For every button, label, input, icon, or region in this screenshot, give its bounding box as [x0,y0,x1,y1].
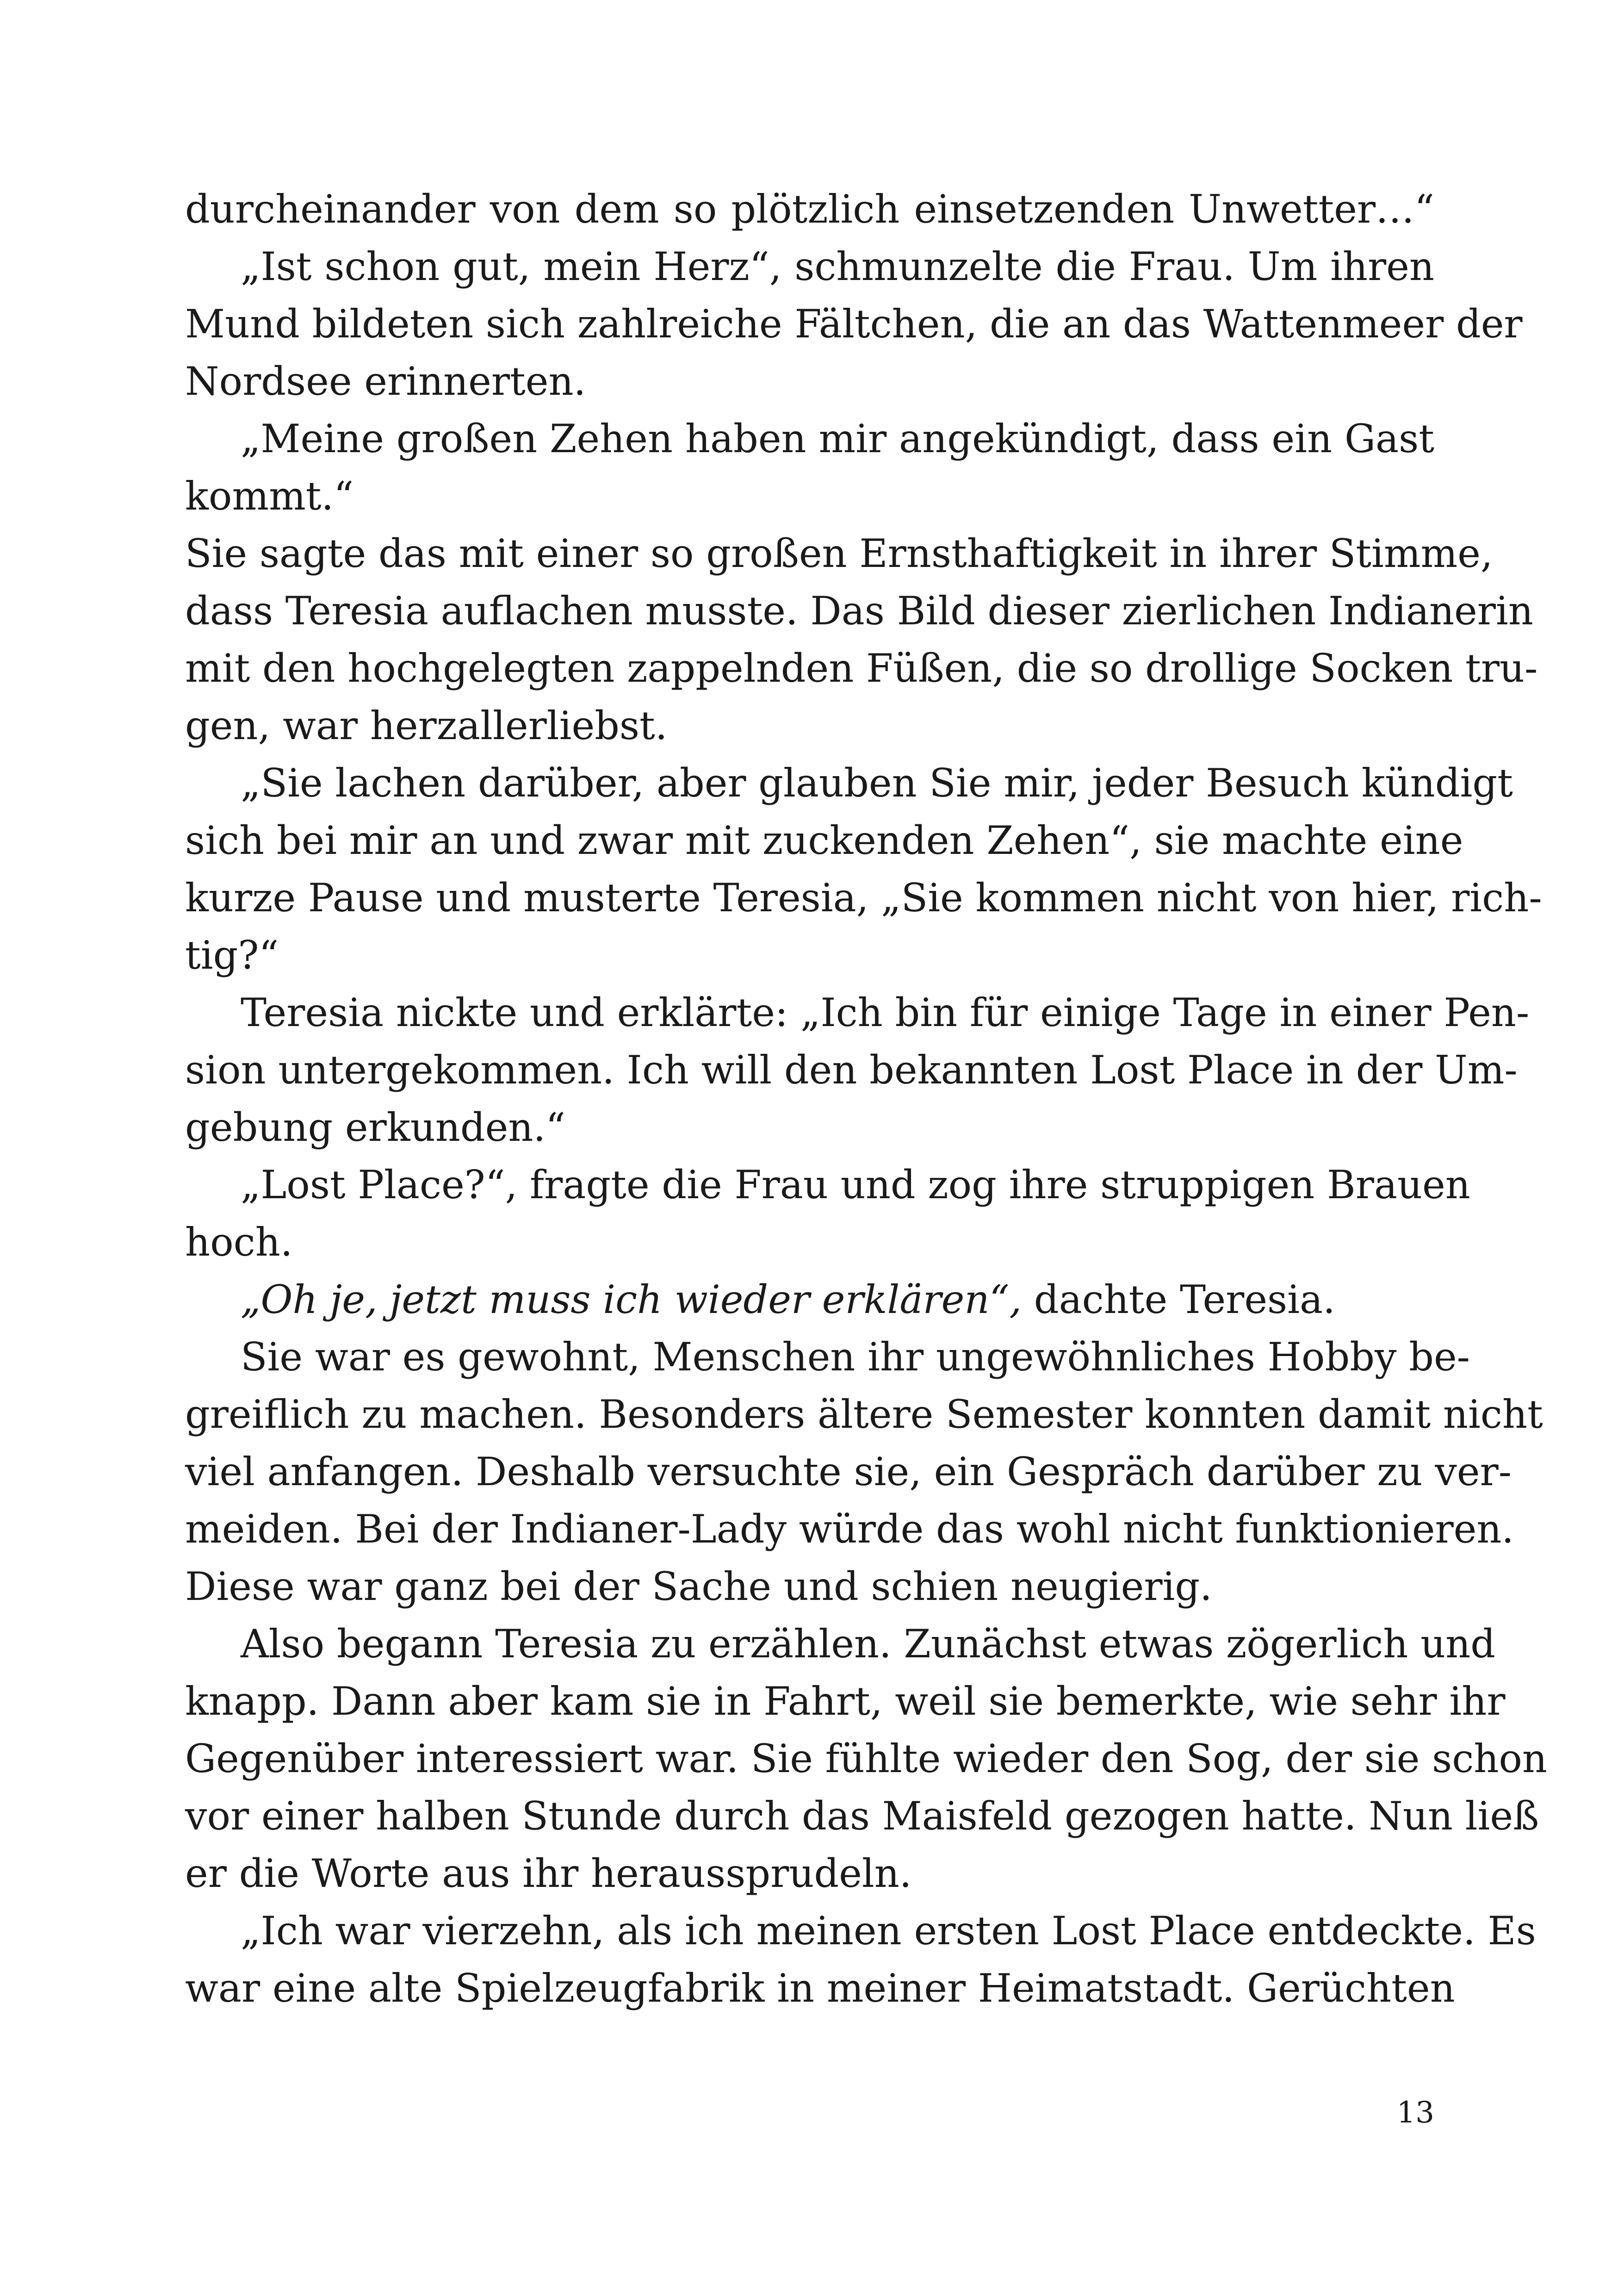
text-line: war eine alte Spielzeugfabrik in meiner Heimatstadt. Gerüchten [185,1966,1455,2011]
text-line: er die Worte aus ihr heraussprudeln. [185,1851,912,1896]
text-line: dass Teresia auflachen musste. Das Bild dieser zierlichen Indianerin [185,588,1533,634]
text-line: „Lost Place?“, fragte die Frau und zog ihre struppigen Brauen [241,1162,1470,1207]
text-line: Sie war es gewohnt, Menschen ihr ungewöhnliches Hobby be- [241,1334,1470,1380]
text-line: „Meine großen Zehen haben mir angekündigt, dass ein Gast [241,416,1434,461]
thought-tail: dachte Teresia. [1022,1277,1335,1322]
text-line: Also begann Teresia zu erzählen. Zunächst etwas zögerlich und [241,1621,1496,1667]
text-line: greiflich zu machen. Besonders ältere Semester konnten damit nicht [185,1392,1543,1437]
text-line: Teresia nickte und erklärte: „Ich bin für einige Tage in einer Pen- [241,990,1530,1035]
text-line: Mund bildeten sich zahlreiche Fältchen, die an das Wattenmeer der [185,301,1523,347]
text-line: hoch. [185,1220,293,1265]
text-line: vor einer halben Stunde durch das Maisfeld gezogen hatte. Nun ließ [185,1793,1539,1839]
text-line: Gegenüber interessiert war. Sie fühlte wieder den Sog, der sie schon [185,1736,1548,1781]
text-line: „Sie lachen darüber, aber glauben Sie mir, jeder Besuch kündigt [241,760,1513,806]
book-page-text [185,180,1548,2124]
text-line: „Ich war vierzehn, als ich meinen ersten Lost Place entdeckte. Es [241,1908,1536,1954]
page-number: 13 [1396,2096,1434,2130]
italic-thought: „Oh je, jetzt muss ich wieder erklären“, [241,1277,1022,1322]
text-line: tig?“ [185,933,279,978]
text-line: sion untergekommen. Ich will den bekannten Lost Place in der Um- [185,1047,1518,1093]
text-line: kommt.“ [185,473,354,519]
text-line: gen, war herzallerliebst. [185,703,668,748]
text-line: kurze Pause und musterte Teresia, „Sie kommen nicht von hier, rich- [185,875,1542,921]
text-line: meiden. Bei der Indianer-Lady würde das wohl nicht funktionieren. [185,1506,1514,1552]
text-line: „Ist schon gut, mein Herz“, schmunzelte die Frau. Um ihren [241,244,1434,289]
text-line: Diese war ganz bei der Sache und schien neugierig. [185,1564,1212,1609]
text-line-italic-thought [185,1271,1434,1328]
text-line: durcheinander von dem so plötzlich einsetzenden Unwetter…“ [185,187,1434,232]
text-line: viel anfangen. Deshalb versuchte sie, ein Gespräch darüber zu ver- [185,1449,1512,1494]
text-line: gebung erkunden.“ [185,1105,566,1150]
text-line: knapp. Dann aber kam sie in Fahrt, weil sie bemerkte, wie sehr ihr [185,1679,1506,1724]
text-line: Nordsee erinnerten. [185,359,586,404]
text-line: Sie sagte das mit einer so großen Ernsthaftigkeit in ihrer Stimme, [185,531,1493,576]
text-line: sich bei mir an und zwar mit zuckenden Zehen“, sie machte eine [185,818,1463,863]
text-line: mit den hochgelegten zappelnden Füßen, die so drollige Socken tru- [185,646,1538,691]
